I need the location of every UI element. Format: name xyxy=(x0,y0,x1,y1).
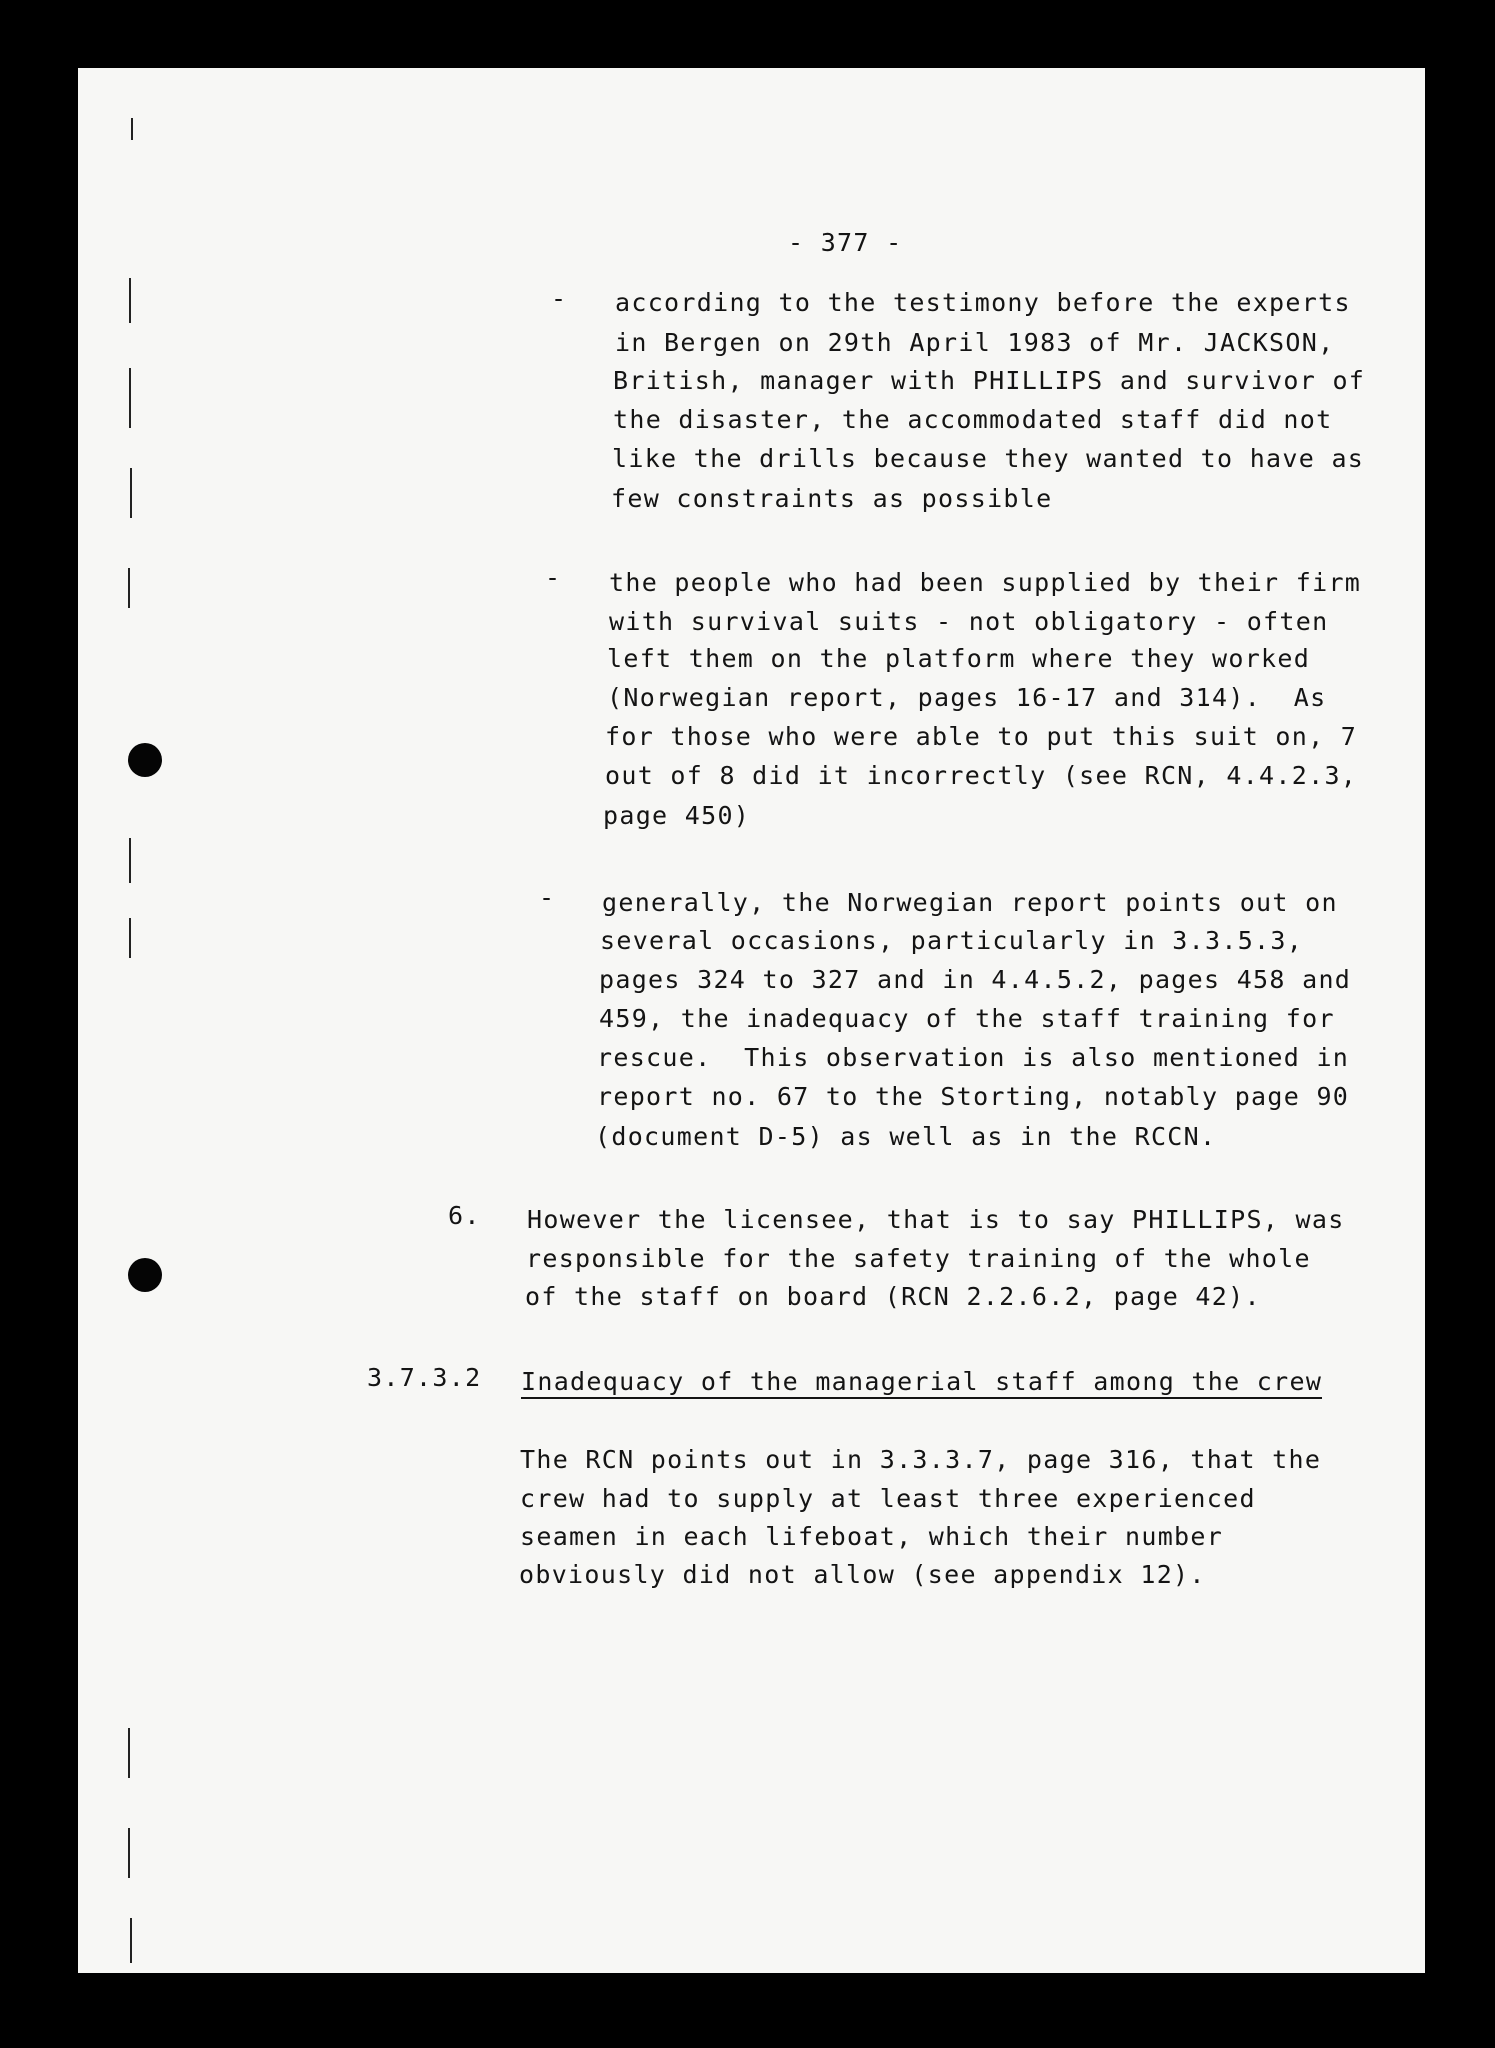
bullet-marker: - xyxy=(539,883,556,912)
margin-mark xyxy=(128,1828,130,1878)
margin-mark xyxy=(129,368,131,428)
item-line: However the licensee, that is to say PHILLIPS, was xyxy=(527,1205,1345,1234)
bullet-line: page 450) xyxy=(603,801,751,830)
bullet-line: few constraints as possible xyxy=(611,484,1053,513)
bullet-line: 459, the inadequacy of the staff training for xyxy=(599,1004,1335,1033)
margin-mark xyxy=(130,1918,132,1963)
bullet-line: the people who had been supplied by their firm xyxy=(609,568,1362,597)
punch-hole-lower xyxy=(128,1258,162,1292)
bullet-line: rescue. This observation is also mentioned in xyxy=(597,1043,1350,1072)
bullet-marker: - xyxy=(545,563,562,592)
bullet-line: according to the testimony before the experts xyxy=(615,288,1351,317)
bullet-line: out of 8 did it incorrectly (see RCN, 4.4.2.3, xyxy=(605,761,1358,790)
section-heading: Inadequacy of the managerial staff among the crew xyxy=(521,1369,1322,1399)
section-number: 3.7.3.2 xyxy=(367,1363,482,1392)
bullet-line: (Norwegian report, pages 16-17 and 314). As xyxy=(607,683,1327,712)
item-line: of the staff on board (RCN 2.2.6.2, page 42). xyxy=(525,1282,1261,1311)
section-line: seamen in each lifeboat, which their number xyxy=(520,1522,1224,1551)
bullet-line: like the drills because they wanted to have as xyxy=(612,444,1365,473)
bullet-line: for those who were able to put this suit on, 7 xyxy=(605,722,1358,751)
bullet-line: report no. 67 to the Storting, notably page 90 xyxy=(597,1082,1350,1111)
section-line: crew had to supply at least three experienced xyxy=(520,1484,1256,1513)
margin-mark xyxy=(129,838,131,883)
item-line: responsible for the safety training of the whole xyxy=(526,1244,1311,1273)
bullet-line: generally, the Norwegian report points out on xyxy=(602,888,1338,917)
margin-mark xyxy=(129,278,131,323)
document-page xyxy=(78,68,1425,1973)
margin-mark xyxy=(128,1728,130,1778)
page-number: - 377 - xyxy=(788,228,903,257)
margin-mark xyxy=(131,118,133,140)
bullet-line: (document D-5) as well as in the RCCN. xyxy=(595,1122,1217,1151)
bullet-line: several occasions, particularly in 3.3.5.3, xyxy=(600,926,1304,955)
bullet-line: the disaster, the accommodated staff did not xyxy=(613,405,1333,434)
margin-mark xyxy=(129,918,131,958)
bullet-line: pages 324 to 327 and in 4.4.5.2, pages 458 and xyxy=(599,965,1352,994)
bullet-line: in Bergen on 29th April 1983 of Mr. JACKSON, xyxy=(615,328,1335,357)
bullet-line: British, manager with PHILLIPS and survivor of xyxy=(613,366,1366,395)
margin-mark xyxy=(130,468,132,518)
punch-hole-upper xyxy=(128,743,162,777)
bullet-line: with survival suits - not obligatory - often xyxy=(609,607,1329,636)
section-line: The RCN points out in 3.3.3.7, page 316, that the xyxy=(520,1445,1322,1474)
bullet-marker: - xyxy=(551,284,568,313)
bullet-line: left them on the platform where they worked xyxy=(607,644,1311,673)
section-line: obviously did not allow (see appendix 12). xyxy=(519,1560,1206,1589)
item-number: 6. xyxy=(448,1201,481,1230)
margin-mark xyxy=(128,568,130,608)
